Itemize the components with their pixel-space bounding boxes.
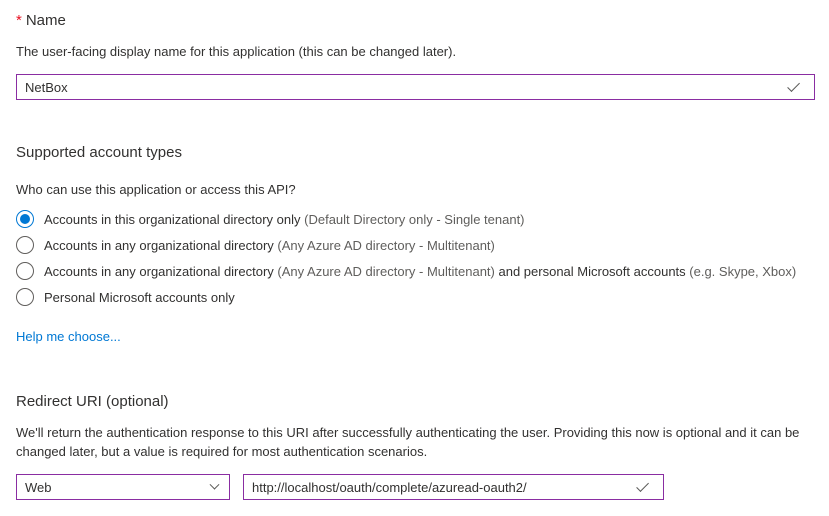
account-type-option-label xyxy=(44,289,235,306)
chevron-down-icon xyxy=(210,479,220,489)
account-type-option[interactable] xyxy=(16,258,815,284)
option-label-detail: (Default Directory only - Single tenant) xyxy=(304,211,525,227)
account-types-question: Who can use this application or access this API? xyxy=(16,182,296,197)
account-type-options xyxy=(16,206,815,310)
redirect-uri-input-wrapper xyxy=(243,474,664,500)
option-label-main: Personal Microsoft accounts only xyxy=(44,289,235,305)
name-label-text: Name xyxy=(25,12,66,29)
option-label-main: Accounts in any organizational directory xyxy=(44,263,278,279)
radio-icon[interactable] xyxy=(16,262,34,280)
name-input[interactable] xyxy=(17,76,789,98)
supported-account-types-heading: Supported account types xyxy=(16,144,182,161)
radio-icon[interactable] xyxy=(16,210,34,228)
account-type-option-label xyxy=(44,211,525,228)
radio-icon[interactable] xyxy=(16,288,34,306)
redirect-uri-heading: Redirect URI (optional) xyxy=(16,393,169,410)
option-label-main: and personal Microsoft accounts xyxy=(494,263,690,279)
account-type-option-label xyxy=(44,237,495,254)
name-description: The user-facing display name for this application (this can be changed later). xyxy=(16,44,457,59)
platform-dropdown[interactable] xyxy=(16,474,230,500)
help-me-choose-link[interactable]: Help me choose... xyxy=(16,329,121,344)
name-label xyxy=(16,11,815,31)
option-label-main: Accounts in any organizational directory xyxy=(44,237,278,253)
required-asterisk: * xyxy=(16,12,22,29)
name-input-wrapper xyxy=(16,74,815,100)
check-icon xyxy=(636,479,649,492)
account-type-option[interactable] xyxy=(16,232,815,258)
option-label-main: Accounts in this organizational directory only xyxy=(44,211,305,227)
radio-icon[interactable] xyxy=(16,236,34,254)
account-type-option[interactable] xyxy=(16,284,815,310)
option-label-detail: (e.g. Skype, Xbox) xyxy=(689,263,797,279)
option-label-detail: (Any Azure AD directory - Multitenant) xyxy=(277,263,495,279)
platform-dropdown-value: Web xyxy=(25,479,52,495)
account-type-option[interactable] xyxy=(16,206,815,232)
redirect-uri-row xyxy=(16,474,815,500)
check-icon xyxy=(787,79,800,92)
redirect-uri-input[interactable] xyxy=(244,476,638,498)
account-type-option-label xyxy=(44,263,796,280)
redirect-uri-description: We'll return the authentication response to this URI after successfully authenticating the user. Providing this now is optional and it can be changed later, but a value is required for most authentication scenarios. xyxy=(16,425,800,459)
option-label-detail: (Any Azure AD directory - Multitenant) xyxy=(277,237,495,253)
app-registration-form xyxy=(16,11,815,500)
